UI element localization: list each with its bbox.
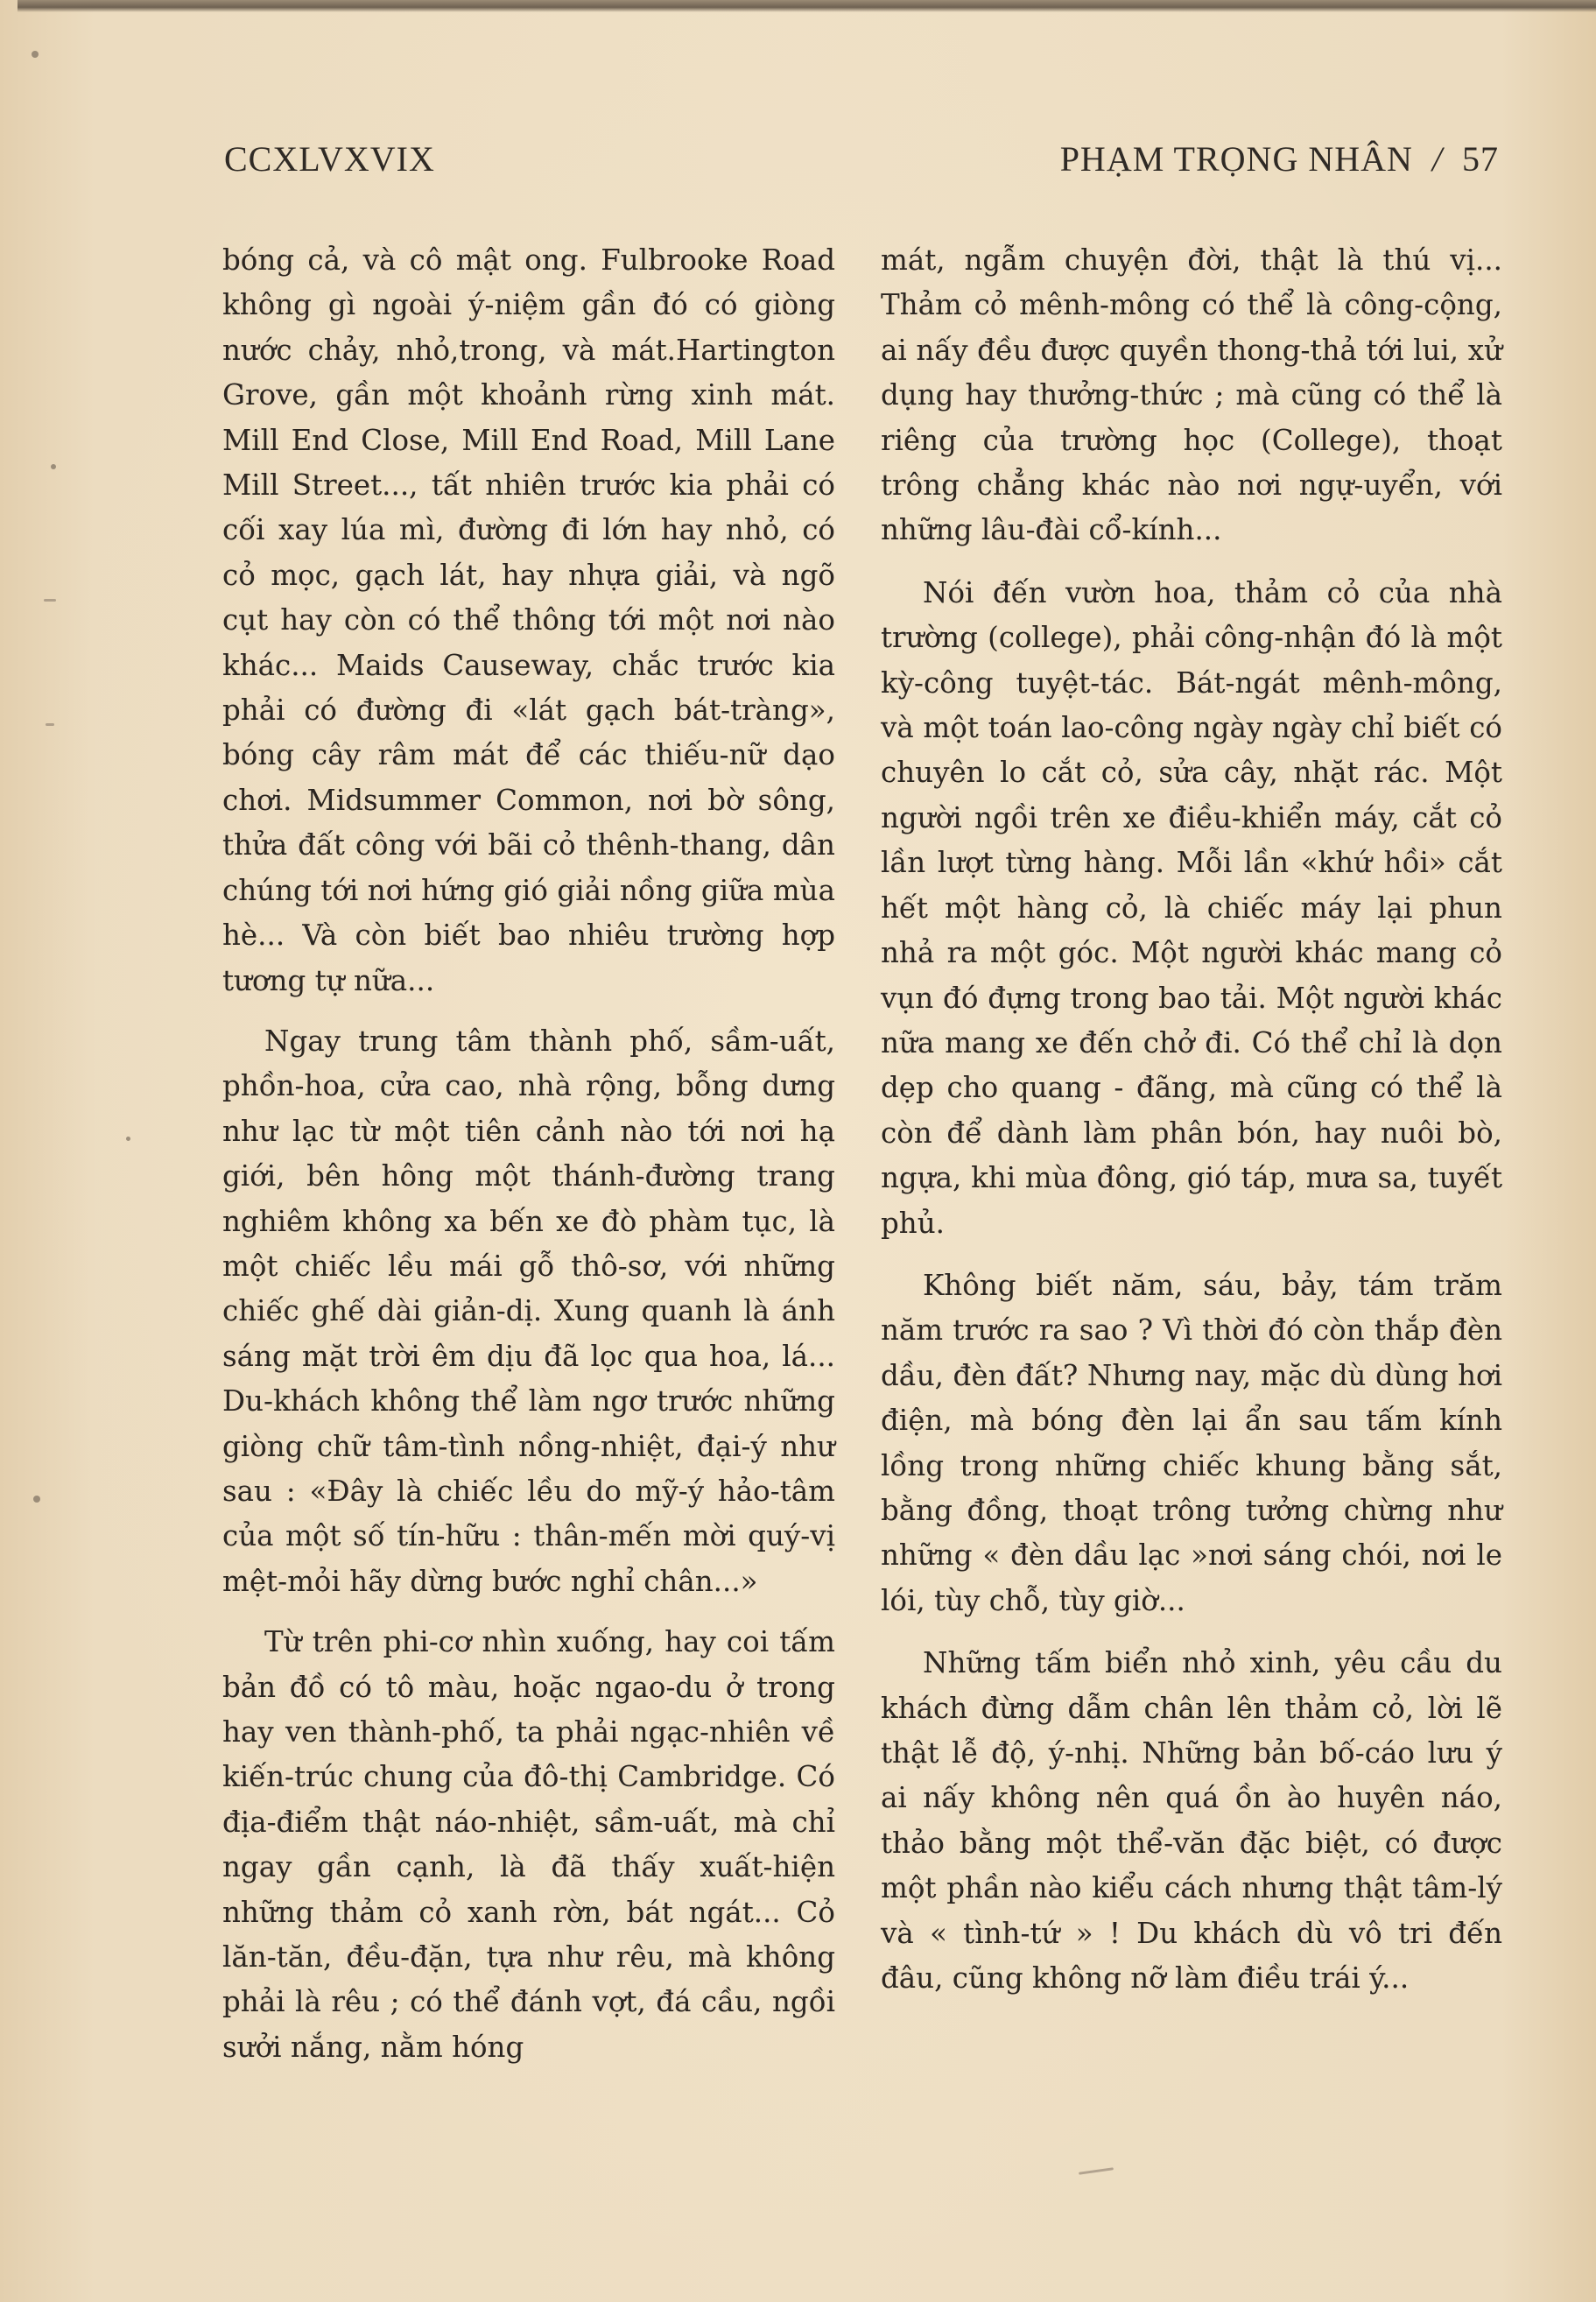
right-column (881, 238, 1502, 2018)
paper-mark (1079, 2167, 1114, 2175)
left-paragraph-3: Từ trên phi-cơ nhìn xuống, hay coi tấm bản đồ có tô màu, hoặc ngao-du ở trong hay ven thành-phố, ta phải ngạc-nhiên về kiến-trúc chung của đô-thị Cambridge. Có địa-điểm thật náo-nhiệt, sầm-uất, mà chỉ ngay gần cạnh, là đã thấy xuất-hiện những thảm cỏ xanh rờn, bát ngát... Cỏ lăn-tăn, đều-đặn, tựa như rêu, mà không phải là rêu ; có thể đánh vợt, đá cầu, ngồi sưởi nắng, nằm hóng (222, 1625, 835, 2064)
paper-mark (44, 599, 56, 602)
header-author: PHẠM TRỌNG NHÂN (1059, 139, 1413, 179)
header-code: CCXLVXVIX (224, 139, 435, 179)
paper-speck (51, 464, 56, 469)
right-paragraph-1: mát, ngẫm chuyện đời, thật là thú vị... Thảm cỏ mênh-mông có thể là công-cộng, ai nấy đều được quyền thong-thả tới lui, xử dụng hay thưởng-thức ; mà cũng có thể là riêng của trường học (College), thoạt trông chẳng khác nào nơi ngự-uyển, với những lâu-đài cổ-kính... (881, 243, 1502, 547)
paper-speck (32, 51, 39, 58)
left-paragraph-1: bóng cả, và cô mật ong. Fulbrooke Road không gì ngoài ý-niệm gần đó có giòng nước chảy, nhỏ,trong, và mát.Hartington Grove, gần một khoảnh rừng xinh mát. Mill End Close, Mill End Road, Mill Lane Mill Street..., tất nhiên trước kia phải có cối xay lúa mì, đường đi lớn hay nhỏ, có cỏ mọc, gạch lát, hay nhựa giải, và ngõ cụt hay còn có thể thông tới một nơi nào khác... Maids Causeway, chắc trước kia phải có đường đi «lát gạch bát-tràng», bóng cây râm mát để các thiếu-nữ dạo chơi. Midsummer Common, nơi bờ sông, thửa đất công với bãi cỏ thênh-thang, dân chúng tới nơi hứng gió giải nồng giữa mùa hè... Và còn biết bao nhiêu trường hợp tương tự nữa... (222, 243, 835, 997)
paper-mark (46, 723, 54, 726)
header-separator: / (1431, 139, 1443, 179)
right-paragraph-3: Không biết năm, sáu, bảy, tám trăm năm trước ra sao ? Vì thời đó còn thắp đèn dầu, đèn đất? Nhưng nay, mặc dù dùng hơi điện, mà bóng đèn lại ẩn sau tấm kính lồng trong những chiếc khung bằng sắt, bằng đồng, thoạt trông tưởng chừng như những « đèn dầu lạc »nơi sáng chói, nơi le lói, tùy chỗ, tùy giờ... (881, 1268, 1502, 1617)
left-paragraph-2: Ngay trung tâm thành phố, sầm-uất, phồn-hoa, cửa cao, nhà rộng, bỗng dưng như lạc từ một tiên cảnh nào tới nơi hạ giới, bên hông một thánh-đường trang nghiêm không xa bến xe đò phàm tục, là một chiếc lều mái gỗ thô-sơ, với những chiếc ghế dài giản-dị. Xung quanh là ánh sáng mặt trời êm dịu đã lọc qua hoa, lá... Du-khách không thể làm ngơ trước những giòng chữ tâm-tình nồng-nhiệt, đại-ý như sau : «Đây là chiếc lều do mỹ-ý hảo-tâm của một số tín-hữu : thân-mến mời quý-vị mệt-mỏi hãy dừng bước nghỉ chân...» (222, 1024, 835, 1598)
paper-speck (126, 1137, 130, 1141)
left-column (222, 238, 835, 2086)
page-top-edge (18, 0, 1596, 12)
right-paragraph-2: Nói đến vườn hoa, thảm cỏ của nhà trường (college), phải công-nhận đó là một kỳ-công tuyệt-tác. Bát-ngát mênh-mông, và một toán lao-công ngày ngày chỉ biết có chuyên lo cắt cỏ, sửa cây, nhặt rác. Một người ngồi trên xe điều-khiển máy, cắt cỏ lần lượt từng hàng. Mỗi lần «khứ hồi» cắt hết một hàng cỏ, là chiếc máy lại phun nhả ra một góc. Một người khác mang cỏ vụn đó đựng trong bao tải. Một người khác nữa mang xe đến chở đi. Có thể chỉ là dọn dẹp cho quang - đãng, mà cũng có thể là còn để dành làm phân bón, hay nuôi bò, ngựa, khi mùa đông, gió táp, mưa sa, tuyết phủ. (881, 575, 1502, 1240)
paper-speck (33, 1496, 40, 1503)
right-paragraph-4: Những tấm biển nhỏ xinh, yêu cầu du khách đừng dẫm chân lên thảm cỏ, lời lẽ thật lễ độ, ý-nhị. Những bản bố-cáo lưu ý ai nấy không nên quá ồn ào huyên náo, thảo bằng một thể-văn đặc biệt, có được một phần nào kiểu cách nhưng thật tâm-lý và « tình-tứ » ! Du khách dù vô tri đến đâu, cũng không nỡ làm điều trái ý... (881, 1646, 1502, 1996)
page-number: 57 (1462, 139, 1499, 179)
header-author-page (1060, 138, 1499, 180)
running-header (224, 138, 1499, 191)
